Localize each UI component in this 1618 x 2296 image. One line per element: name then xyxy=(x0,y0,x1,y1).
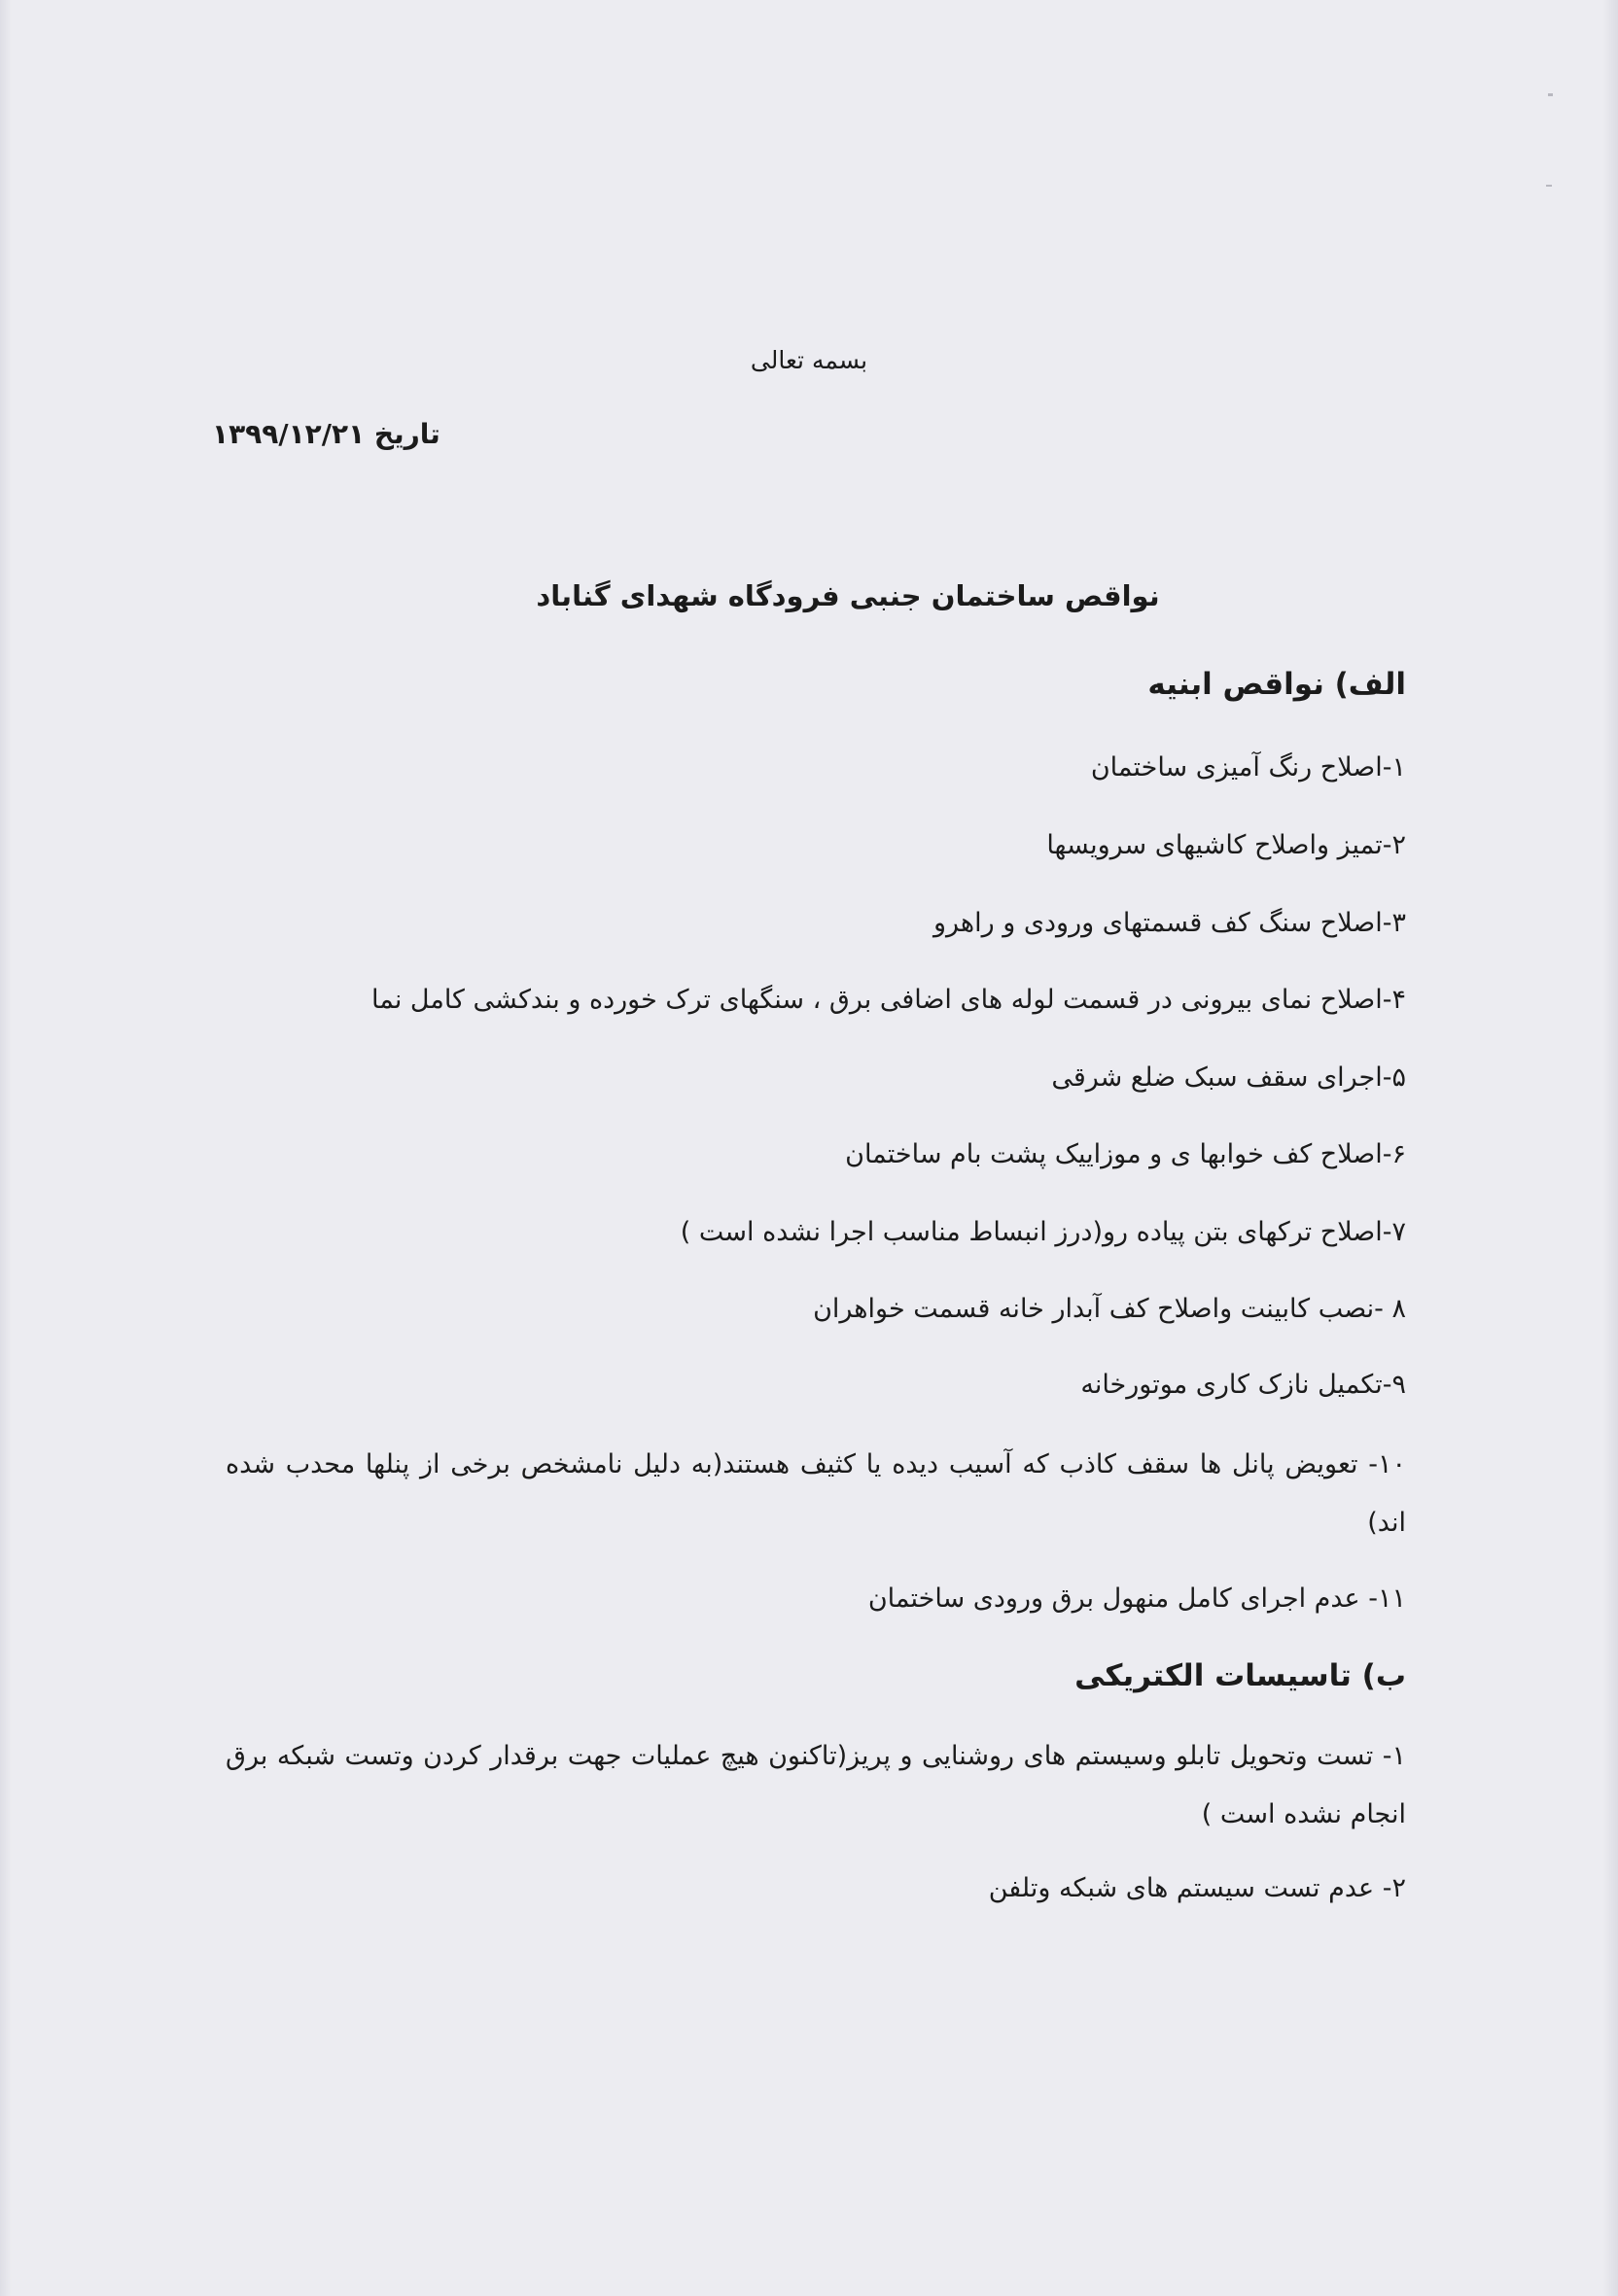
section-heading-a: الف) نواقص ابنیه xyxy=(1147,667,1406,702)
list-item: ۴-اصلاح نمای بیرونی در قسمت لوله های اضافی برق ، سنگهای ترک خورده و بندکشی کامل نما xyxy=(370,985,1406,1015)
scan-mark xyxy=(1548,93,1553,96)
list-item: ۲- عدم تست سیستم های شبکه وتلفن xyxy=(988,1873,1406,1903)
document-date: تاریخ ۱۳۹۹/۱۲/۲۱ xyxy=(212,418,440,450)
list-item: ۱-اصلاح رنگ آمیزی ساختمان xyxy=(1090,752,1406,783)
scan-mark xyxy=(1546,185,1552,187)
list-item: ۶-اصلاح کف خوابها ی و موزاییک پشت بام ساختمان xyxy=(845,1139,1406,1169)
invocation-heading: بسمه تعالی xyxy=(750,346,868,374)
section-heading-b: ب) تاسیسات الکتریکی xyxy=(1074,1658,1406,1693)
list-item: ۱- تست وتحویل تابلو وسیستم های روشنایی و پریز(تاکنون هیچ عملیات جهت برقدار کردن وتست شبکه برق انجام نشده است ) xyxy=(226,1741,1406,1829)
list-item: ۷-اصلاح ترکهای بتن پیاده رو(درز انبساط مناسب اجرا نشده است ) xyxy=(680,1217,1406,1247)
document-title: نواقص ساختمان جنبی فرودگاه شهدای گناباد xyxy=(536,579,1160,612)
list-item: ۵-اجرای سقف سبک ضلع شرقی xyxy=(1051,1062,1406,1093)
list-item: ۱۱- عدم اجرای کامل منهول برق ورودی ساختمان xyxy=(867,1583,1406,1614)
list-item: ۱۰- تعویض پانل ها سقف کاذب که آسیب دیده یا کثیف هستند(به دلیل نامشخص برخی از پنلها محدب شده اند) xyxy=(226,1449,1406,1538)
list-item: ۲-تمیز واصلاح کاشیهای سرویسها xyxy=(1046,830,1406,860)
list-item: ۹-تکمیل نازک کاری موتورخانه xyxy=(1080,1370,1406,1400)
list-item: ۳-اصلاح سنگ کف قسمتهای ورودی و راهرو xyxy=(932,908,1406,938)
list-item: ۸ -نصب کابینت واصلاح کف آبدار خانه قسمت خواهران xyxy=(813,1294,1406,1324)
